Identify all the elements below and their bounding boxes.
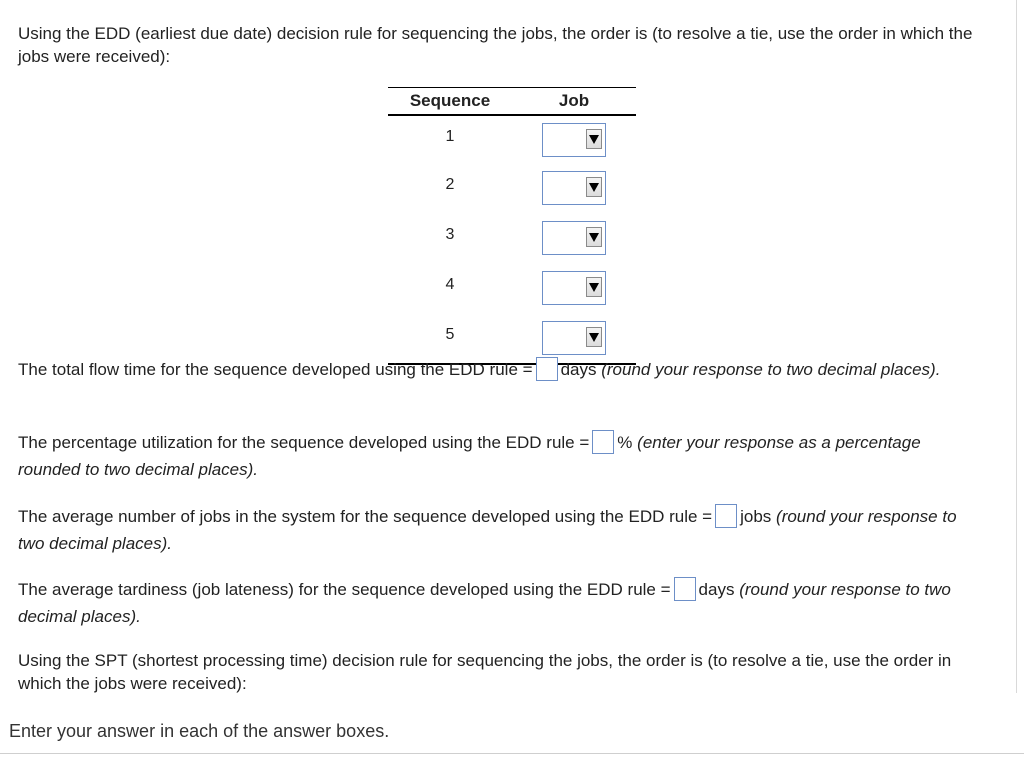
- dropdown-arrow-icon[interactable]: [586, 227, 602, 247]
- job-select-1[interactable]: [542, 123, 606, 157]
- question-text: The average tardiness (job lateness) for the sequence developed using the EDD rule =: [18, 580, 671, 599]
- footer-divider: [0, 753, 1024, 754]
- unit-label: jobs: [740, 507, 772, 526]
- utilization-question: [18, 429, 958, 483]
- sequence-number: 1: [445, 127, 455, 145]
- avg-jobs-question: [18, 503, 968, 557]
- table-row: [388, 263, 636, 313]
- edd-intro-text: Using the EDD (earliest due date) decision rule for sequencing the jobs, the order is (to resolve a tie, use the order in which the jobs were received):: [18, 24, 973, 66]
- avg-tardiness-input[interactable]: [674, 577, 696, 601]
- rounding-note: (round your response to two decimal places).: [18, 507, 957, 553]
- instruction-footer: Enter your answer in each of the answer boxes.: [9, 721, 390, 741]
- rounding-note: (enter your response as a percentage rounded to two decimal places).: [18, 433, 921, 479]
- job-select-4[interactable]: [542, 271, 606, 305]
- job-select-5[interactable]: [542, 321, 606, 355]
- table-row: [388, 163, 636, 213]
- avg-tardiness-question: [18, 576, 1008, 630]
- unit-label: %: [617, 433, 633, 452]
- sequence-column-header: Sequence: [388, 88, 512, 116]
- dropdown-arrow-icon[interactable]: [586, 327, 602, 347]
- unit-label: days: [560, 360, 597, 379]
- sequence-number: 2: [445, 176, 455, 193]
- sequence-number: 3: [445, 226, 455, 243]
- rounding-note: (round your response to two decimal places).: [601, 360, 941, 379]
- question-text: The percentage utilization for the sequence developed using the EDD rule =: [18, 433, 590, 452]
- dropdown-arrow-icon[interactable]: [586, 277, 602, 297]
- unit-label: days: [698, 580, 735, 599]
- job-select-2[interactable]: [542, 171, 606, 205]
- total-flow-time-input[interactable]: [536, 357, 558, 381]
- question-text: The average number of jobs in the system for the sequence developed using the EDD rule =: [18, 507, 713, 526]
- job-select-3[interactable]: [542, 221, 606, 255]
- sequence-number: 4: [445, 276, 455, 293]
- dropdown-arrow-icon[interactable]: [586, 129, 602, 149]
- question-text: The total flow time for the sequence developed using the EDD rule =: [18, 360, 533, 379]
- spt-intro-text: Using the SPT (shortest processing time) decision rule for sequencing the jobs, the order is (to resolve a tie, use the order in which the jobs were received):: [18, 651, 952, 693]
- table-row: [388, 115, 636, 163]
- rounding-note: (round your response to two decimal places).: [18, 580, 951, 626]
- sequence-number: 5: [388, 313, 512, 364]
- job-column-header: Job: [512, 88, 636, 116]
- dropdown-arrow-icon[interactable]: [586, 177, 602, 197]
- sequence-table: [388, 87, 636, 365]
- total-flow-time-question: [18, 356, 988, 383]
- avg-jobs-input[interactable]: [715, 504, 737, 528]
- utilization-input[interactable]: [592, 430, 614, 454]
- table-row: [388, 213, 636, 263]
